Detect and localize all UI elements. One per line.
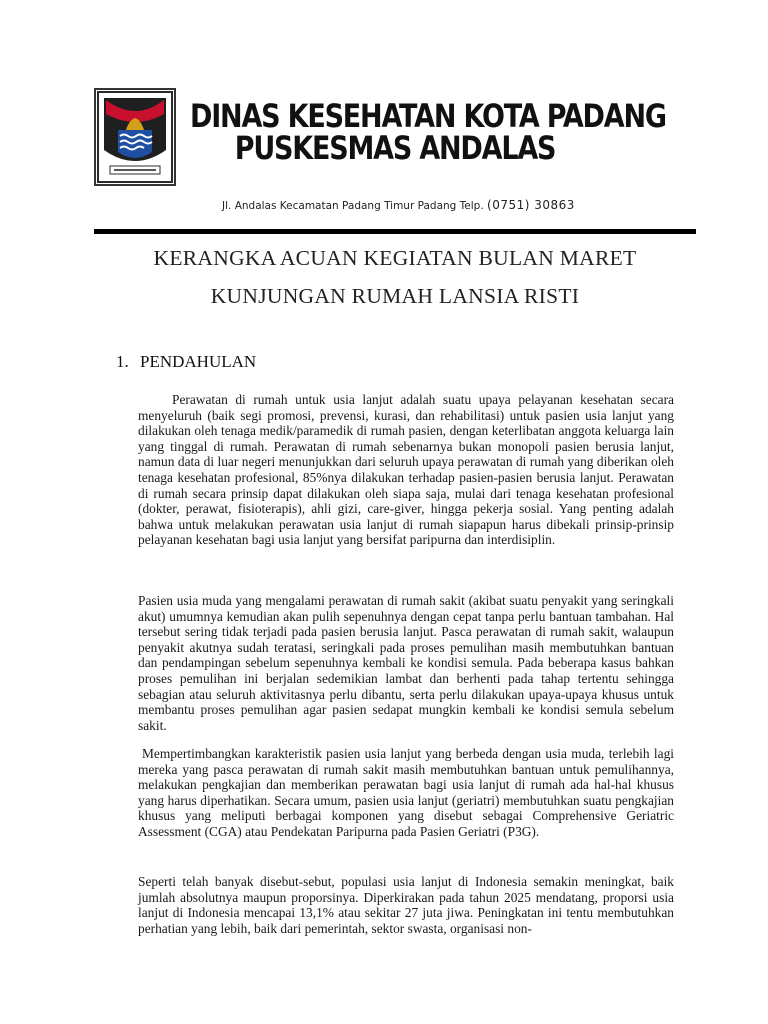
paragraph: Mempertimbangkan karakteristik pasien usia lanjut yang berbeda dengan usia muda, terlebih lagi mereka yang pasca perawatan di rumah sakit masih membutuhkan bantuan untuk pemulihannya, melakukan pengkajian dan memberikan perawatan bagi usia lanjut di rumah ada hal-hal khusus yang harus diperhatikan. Secara umum, pasien usia lanjut (geriatri) membutuhkan suatu pengkajian khusus yang meliputi berbagai komponen yang disebut sebagai Comprehensive Geriatric Assessment (CGA) atau Pendekatan Paripurna pada Pasien Geriatri (P3G). bbox=[138, 746, 674, 839]
city-coat-of-arms-icon bbox=[94, 88, 176, 186]
paragraph: Pasien usia muda yang mengalami perawatan di rumah sakit (akibat suatu penyakit yang seringkali akut) umumnya kemudian akan pulih sepenuhnya dengan cepat tanpa perlu bantuan tambahan. Hal tersebut sering tidak terjadi pada pasien berusia lanjut. Pasca perawatan di rumah sakit, walaupun penyakit akutnya sudah teratasi, seringkali pada proses pemulihan masih membutuhkan bantuan dan pendampingan sebelum sepenuhnya kembali ke kondisi semula. Pada beberapa kasus bahkan proses pemulihan ini berjalan sedemikian lambat dan berhenti pada tahap tertentu sehingga sebagian atau seluruh aktivitasnya perlu dibantu, serta perlu dilakukan upaya-upaya khusus untuk membantu proses pemulihan agar pasien sedapat mungkin kembali ke kondisi semula sebelum sakit. bbox=[138, 593, 674, 733]
puskesmas-name: PUSKESMAS ANDALAS bbox=[234, 130, 556, 168]
address-line bbox=[222, 198, 575, 212]
document-subtitle: KUNJUNGAN RUMAH LANSIA RISTI bbox=[210, 284, 580, 308]
section-number: 1. bbox=[116, 352, 129, 371]
address-text: Jl. Andalas Kecamatan Padang Timur Padang Telp. bbox=[222, 200, 484, 212]
section-heading bbox=[116, 352, 256, 372]
phone-number: (0751) 30863 bbox=[487, 198, 575, 212]
document-title: KERANGKA ACUAN KEGIATAN BULAN MARET bbox=[153, 246, 637, 270]
organization-name: DINAS KESEHATAN KOTA PADANG bbox=[190, 98, 666, 136]
paragraph: Seperti telah banyak disebut-sebut, populasi usia lanjut di Indonesia semakin meningkat, baik jumlah absolutnya maupun proporsinya. Diperkirakan pada tahun 2025 mendatang, proporsi usia lanjut di Indonesia mencapai 13,1% atau sekitar 27 juta jiwa. Peningkatan ini tentu membutuhkan perhatian yang lebih, baik dari pemerintah, sektor swasta, organisasi non- bbox=[138, 874, 674, 936]
header-divider bbox=[94, 229, 696, 234]
paragraph: Perawatan di rumah untuk usia lanjut adalah suatu upaya pelayanan kesehatan secara menyeluruh (baik segi promosi, prevensi, kurasi, dan rehabilitasi) untuk pasien usia lanjut yang dilakukan oleh tenaga medik/paramedik di rumah pasien, dengan keterlibatan anggota keluarga lain yang tinggal di rumah. Perawatan di rumah sebenarnya bukan monopoli pasien berusia lanjut, namun data di luar negeri menunjukkan dari seluruh upaya perawatan di rumah yang diberikan oleh tenaga kesehatan profesional, 85%nya dilakukan terhadap pasien-pasien berusia lanjut. Perawatan di rumah secara prinsip dapat dilakukan oleh siapa saja, mulai dari tenaga kesehatan profesional (dokter, perawat, fisioterapis), ahli gizi, care-giver, hingga pekerja sosial. Yang penting adalah bahwa untuk melakukan perawatan usia lanjut di rumah siapapun harus dibekali prinsip-prinsip pelayanan kesehatan bagi usia lanjut yang bersifat paripurna dan interdisiplin. bbox=[138, 392, 674, 548]
section-title: PENDAHULAN bbox=[140, 352, 257, 371]
